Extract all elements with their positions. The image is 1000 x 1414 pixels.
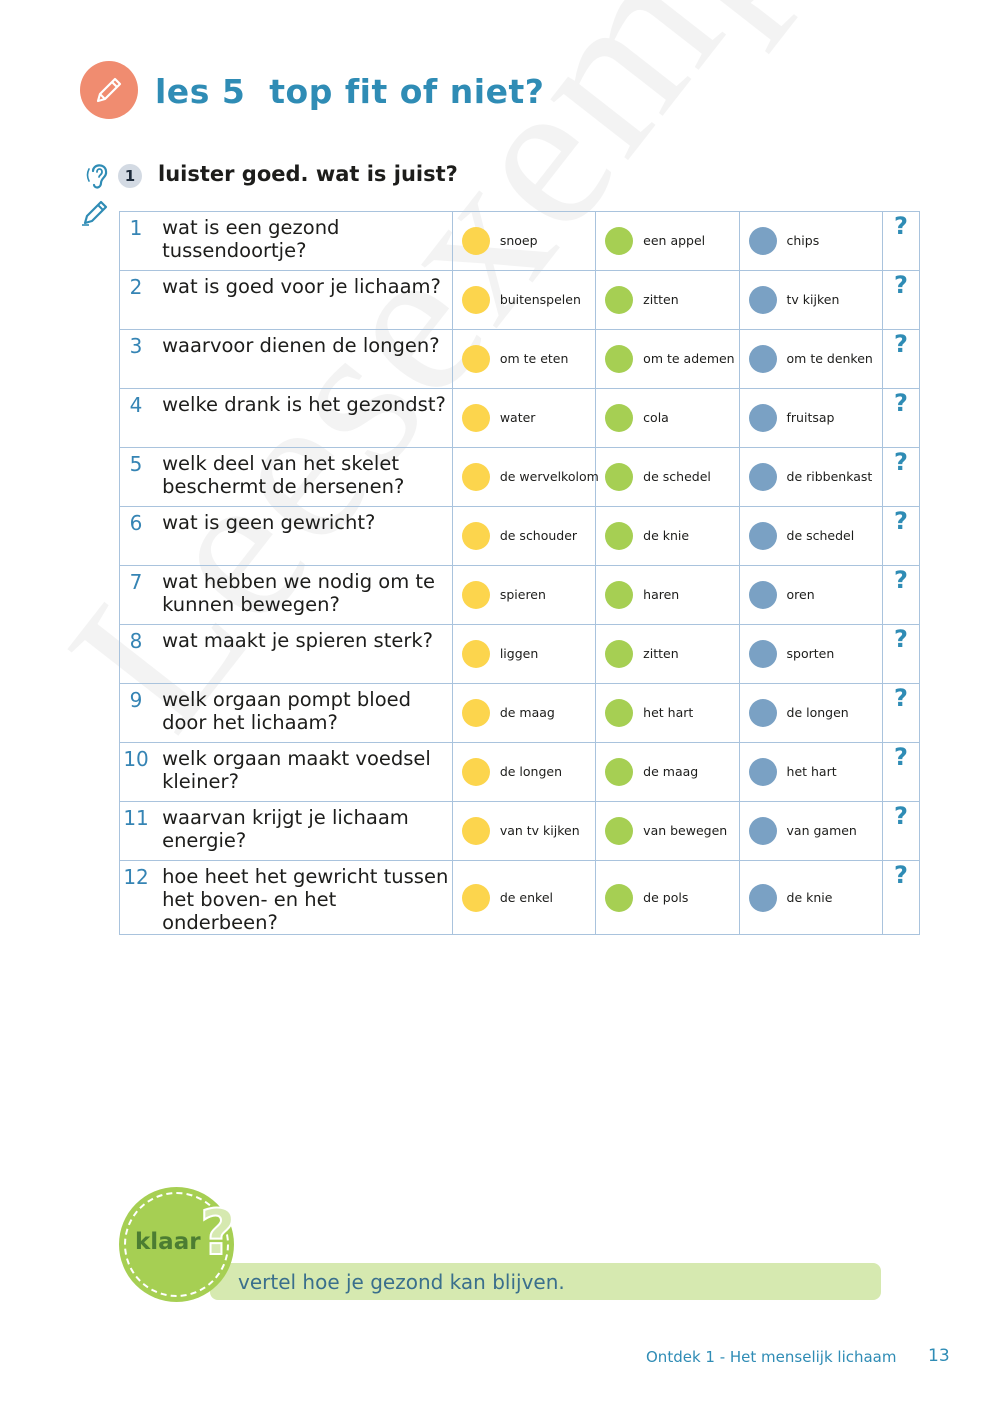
question-text: welke drank is het gezondst? (152, 389, 452, 448)
green-answer-dot[interactable] (605, 345, 633, 373)
help-question-icon[interactable]: ? (882, 330, 919, 389)
question-number: 2 (120, 271, 153, 330)
title-badge (80, 61, 138, 119)
question-row (120, 743, 920, 802)
page-title: les 5 top fit of niet? (155, 72, 545, 111)
answer-label: buitenspelen (499, 292, 581, 307)
answer-option[interactable] (596, 861, 739, 935)
answer-option[interactable] (739, 507, 882, 566)
yellow-answer-dot[interactable] (462, 640, 490, 668)
answer-label: het hart (643, 705, 694, 720)
blue-answer-dot[interactable] (749, 227, 777, 255)
answer-option[interactable] (596, 743, 739, 802)
question-number: 11 (120, 802, 153, 861)
answer-label: water (499, 410, 536, 425)
answer-option[interactable] (739, 389, 882, 448)
yellow-answer-dot[interactable] (462, 758, 490, 786)
green-answer-dot[interactable] (605, 884, 633, 912)
answer-label: snoep (499, 233, 538, 248)
answer-option[interactable] (452, 389, 595, 448)
help-question-icon[interactable]: ? (882, 861, 919, 935)
answer-label: cola (643, 410, 669, 425)
question-row (120, 330, 920, 389)
green-answer-dot[interactable] (605, 581, 633, 609)
answer-label: de schedel (643, 469, 711, 484)
answer-label: de knie (786, 889, 833, 905)
help-question-icon[interactable]: ? (882, 271, 919, 330)
help-question-icon[interactable]: ? (882, 743, 919, 802)
answer-label: de longen (786, 705, 849, 720)
exercise-instruction: luister goed. wat is juist? (158, 162, 458, 186)
question-number: 9 (120, 684, 153, 743)
question-number: 3 (120, 330, 153, 389)
green-answer-dot[interactable] (605, 699, 633, 727)
answer-option[interactable] (596, 330, 739, 389)
green-answer-dot[interactable] (605, 758, 633, 786)
answer-option[interactable] (596, 212, 739, 271)
answer-option[interactable] (452, 212, 595, 271)
answer-label: zitten (643, 646, 679, 661)
answer-label: de knie (643, 528, 690, 543)
blue-answer-dot[interactable] (749, 640, 777, 668)
question-text: wat maakt je spieren sterk? (152, 625, 452, 684)
answer-option[interactable] (739, 802, 882, 861)
answer-label: de ribbenkast (786, 469, 873, 484)
blue-answer-dot[interactable] (749, 463, 777, 491)
answer-option[interactable] (596, 625, 739, 684)
klaar-label: klaar (135, 1229, 201, 1255)
help-question-icon[interactable]: ? (882, 684, 919, 743)
help-question-icon[interactable]: ? (882, 212, 919, 271)
question-row (120, 684, 920, 743)
answer-label: om te eten (499, 351, 569, 366)
answer-label: chips (786, 233, 820, 248)
question-number: 12 (120, 861, 153, 935)
question-row (120, 566, 920, 625)
blue-answer-dot[interactable] (749, 884, 777, 912)
klaar-task-text: vertel hoe je gezond kan blijven. (238, 1270, 565, 1294)
question-row (120, 625, 920, 684)
yellow-answer-dot[interactable] (462, 227, 490, 255)
question-row (120, 861, 920, 935)
green-answer-dot[interactable] (605, 817, 633, 845)
answer-option[interactable] (739, 330, 882, 389)
blue-answer-dot[interactable] (749, 699, 777, 727)
green-answer-dot[interactable] (605, 404, 633, 432)
question-row (120, 271, 920, 330)
answer-label: tv kijken (786, 292, 840, 307)
answer-option[interactable] (596, 507, 739, 566)
quiz-table (119, 211, 920, 935)
blue-answer-dot[interactable] (749, 758, 777, 786)
answer-option[interactable] (596, 802, 739, 861)
question-number: 8 (120, 625, 153, 684)
blue-answer-dot[interactable] (749, 286, 777, 314)
answer-option[interactable] (452, 743, 595, 802)
answer-label: van tv kijken (499, 823, 580, 838)
blue-answer-dot[interactable] (749, 522, 777, 550)
yellow-answer-dot[interactable] (462, 581, 490, 609)
answer-option[interactable] (452, 271, 595, 330)
answer-label: sporten (786, 646, 835, 661)
answer-label: een appel (643, 233, 706, 248)
green-answer-dot[interactable] (605, 640, 633, 668)
blue-answer-dot[interactable] (749, 817, 777, 845)
ear-icon (86, 159, 112, 191)
answer-label: om te ademen (643, 351, 735, 366)
question-number: 10 (120, 743, 153, 802)
answer-option[interactable] (452, 684, 595, 743)
pencil-icon (80, 196, 112, 228)
answer-option[interactable] (452, 861, 595, 935)
answer-label: de schedel (786, 528, 855, 543)
answer-option[interactable] (452, 802, 595, 861)
help-question-icon[interactable]: ? (882, 566, 919, 625)
question-row (120, 507, 920, 566)
yellow-answer-dot[interactable] (462, 884, 490, 912)
page-number: 13 (928, 1346, 950, 1366)
green-answer-dot[interactable] (605, 463, 633, 491)
blue-answer-dot[interactable] (749, 345, 777, 373)
answer-label: de longen (499, 764, 563, 779)
answer-option[interactable] (739, 566, 882, 625)
yellow-answer-dot[interactable] (462, 404, 490, 432)
answer-option[interactable] (452, 507, 595, 566)
help-question-icon[interactable]: ? (882, 802, 919, 861)
answer-label: de schouder (499, 528, 578, 543)
answer-option[interactable] (452, 566, 595, 625)
question-row (120, 212, 920, 271)
answer-label: zitten (643, 292, 679, 307)
answer-option[interactable] (739, 212, 882, 271)
answer-label: de wervelkolom (499, 469, 599, 484)
question-text: hoe heet het gewricht tussen het boven- en het onderbeen? (152, 861, 452, 935)
question-row (120, 802, 920, 861)
question-text: waarvan krijgt je lichaam energie? (152, 802, 452, 861)
answer-label: om te denken (786, 351, 873, 366)
answer-option[interactable] (739, 743, 882, 802)
green-answer-dot[interactable] (605, 522, 633, 550)
answer-label: liggen (499, 646, 539, 661)
help-question-icon[interactable]: ? (882, 625, 919, 684)
answer-option[interactable] (596, 566, 739, 625)
answer-label: van gamen (786, 823, 857, 838)
answer-label: de enkel (499, 889, 553, 905)
answer-label: het hart (786, 764, 837, 779)
pencil-icon (92, 73, 126, 107)
question-number: 1 (120, 212, 153, 271)
answer-option[interactable] (739, 448, 882, 507)
yellow-answer-dot[interactable] (462, 699, 490, 727)
answer-option[interactable] (452, 330, 595, 389)
exercise-number: 1 (118, 164, 142, 188)
answer-option[interactable] (452, 448, 599, 507)
green-answer-dot[interactable] (605, 286, 633, 314)
blue-answer-dot[interactable] (749, 404, 777, 432)
yellow-answer-dot[interactable] (462, 817, 490, 845)
question-text: welk deel van het skelet beschermt de hersenen? (152, 448, 452, 507)
question-row (120, 448, 920, 507)
answer-label: fruitsap (786, 410, 835, 425)
answer-label: haren (643, 587, 680, 602)
question-number: 7 (120, 566, 153, 625)
question-number: 6 (120, 507, 153, 566)
question-text: wat hebben we nodig om te kunnen bewegen? (152, 566, 452, 625)
answer-option[interactable] (739, 684, 882, 743)
answer-option[interactable] (739, 861, 882, 935)
help-question-icon[interactable]: ? (882, 507, 919, 566)
answer-option[interactable] (739, 625, 882, 684)
question-text: wat is goed voor je lichaam? (152, 271, 452, 330)
answer-label: spieren (499, 587, 546, 602)
question-text: wat is een gezond tussendoortje? (152, 212, 452, 271)
help-question-icon[interactable]: ? (882, 389, 919, 448)
klaar-question-icon: ? (200, 1196, 236, 1269)
question-row (120, 389, 920, 448)
footer-text: Ontdek 1 - Het menselijk lichaam (646, 1348, 897, 1366)
yellow-answer-dot[interactable] (462, 522, 490, 550)
answer-option[interactable] (596, 448, 739, 507)
yellow-answer-dot[interactable] (462, 463, 490, 491)
question-number: 5 (120, 448, 153, 507)
question-text: welk orgaan pompt bloed door het lichaam? (152, 684, 452, 743)
answer-option[interactable] (452, 625, 595, 684)
help-question-icon[interactable]: ? (882, 448, 919, 507)
answer-label: de maag (643, 764, 699, 779)
yellow-answer-dot[interactable] (462, 345, 490, 373)
answer-option[interactable] (596, 684, 739, 743)
answer-option[interactable] (596, 271, 739, 330)
blue-answer-dot[interactable] (749, 581, 777, 609)
answer-label: de maag (499, 705, 555, 720)
answer-label: van bewegen (643, 823, 728, 838)
question-number: 4 (120, 389, 153, 448)
answer-option[interactable] (596, 389, 739, 448)
question-text: waarvoor dienen de longen? (152, 330, 452, 389)
answer-option[interactable] (739, 271, 882, 330)
question-text: welk orgaan maakt voedsel kleiner? (152, 743, 452, 802)
question-text: wat is geen gewricht? (152, 507, 452, 566)
green-answer-dot[interactable] (605, 227, 633, 255)
answer-label: oren (786, 587, 815, 602)
answer-label: de pols (643, 889, 689, 905)
yellow-answer-dot[interactable] (462, 286, 490, 314)
